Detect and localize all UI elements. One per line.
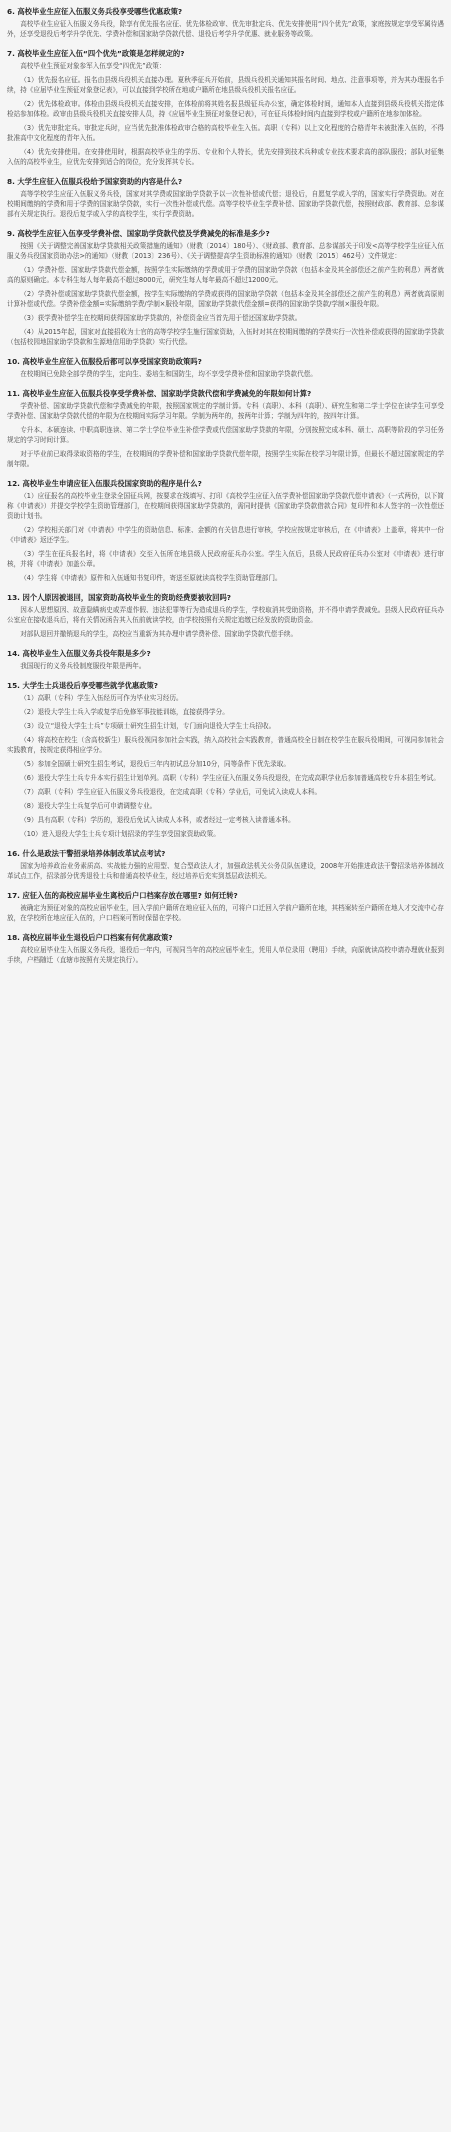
- answer-paragraph: 高校毕业生预征对象参军入伍享受“四优先”政策：: [20, 62, 166, 70]
- answer-paragraph: （4）将高校在校生（含高校新生）服兵役视同参加社会实践，纳入高校社会实践教育，普通高校全日制在校学生在服兵役期间，可视同参加社会实践教育，按规定获得相应学分。: [7, 736, 444, 754]
- question-heading: 12. 高校毕业生申请应征入伍服兵役国家资助的程序是什么?: [7, 479, 202, 488]
- answer-paragraph: （4）从2015年起，国家对直接招收为士官的高等学校学生施行国家资助，入伍时对其在校期间缴纳的学费实行一次性补偿或获得的国家助学贷款（包括校园地国家助学贷款和生源地信用助学贷款）实行代偿。: [7, 328, 444, 346]
- answer-paragraph: （5）参加全国硕士研究生招生考试，退役后三年内初试总分加10分，同等条件下优先录取。: [20, 760, 290, 768]
- question-heading: 8. 大学生应征入伍服兵役给予国家资助的内容是什么?: [7, 177, 183, 186]
- answer-paragraph: （1）优先报名应征。报名由县级兵役机关直接办理。夏秋季征兵开始前，县级兵役机关通知其报名时间、地点、注意事项等，并为其办理报名手续，持《应届毕业生预征对象登记表》，可以直接到学校所在地或户籍所在地县级兵役机关报名应征。: [7, 76, 444, 94]
- faq-section: [7, 478, 444, 583]
- answer-paragraph: （2）优先体检政审。体检由县级兵役机关直接安排，在体检前将其姓名报县级征兵办公室，确定体检时间，通知本人直接到县级兵役机关指定体检站参加体检。政审由县级兵役机关直接安排人员，持《应届毕业生预征对象登记表》，可在征兵体检时间内直接到学校或户籍所在地参加体检。: [7, 100, 444, 118]
- answer-paragraph: 专升本、本硕连读、中职高职连读、第二学士学位毕业生补偿学费或代偿国家助学贷款的年限，分别按照完成本科、硕士、高职等阶段的学习任务规定的学习时间计算。: [7, 426, 444, 444]
- answer-paragraph: 国家为培养政治业务素质高、实战能力强的应用型、复合型政法人才，加强政法机关公务员队伍建设，2008年开始推进政法干警招录培养体制改革试点工作，招录部分优秀退役士兵和普通高校毕业生，经过培养后充实到基层政法机关。: [7, 862, 444, 880]
- answer-paragraph: 学费补偿、国家助学贷款代偿和学费减免的年限，按照国家规定的学制计算。专科（高职）、本科（高职）、研究生和第二学士学位在读学生可享受学费补偿、国家助学贷款代偿的年限为在校期间实际学习年限。学制为两年的，按两年计算；学制为四年的，按四年计算。: [7, 402, 444, 420]
- question-heading: 9. 高校学生应征入伍享受学费补偿、国家助学贷款代偿及学费减免的标准是多少?: [7, 229, 270, 238]
- faq-section: [7, 592, 444, 639]
- answer-paragraph: （2）学校相关部门对《申请表》中学生的资助信息、标准、金额的有关信息进行审核，学校应按规定审核后，在《申请表》上盖章，将其中一份《申请表》返还学生。: [7, 526, 444, 544]
- answer-paragraph: （3）设立“退役大学生士兵”专项硕士研究生招生计划，专门面向退役大学生士兵招收。: [20, 722, 276, 730]
- question-heading: 7. 高校毕业生应征入伍“四个优先”政策是怎样规定的?: [7, 49, 185, 58]
- faq-section: [7, 848, 444, 881]
- answer-paragraph: 高校毕业生应征入伍服义务兵役，除享有优先报名应征、优先体检政审、优先审批定兵、优先安排使用“四个优先”政策，家庭按规定享受军属待遇外，还享受退役后考学升学优先、学费补偿和国家助学贷款代偿、退役后考学升学优惠、就业服务等政策。: [7, 20, 444, 38]
- question-heading: 18. 高校应届毕业生退役后户口档案有何优惠政策?: [7, 933, 173, 942]
- answer-paragraph: 因本人思想原因、故意隐瞒病史或弄虚作假、违法犯罪等行为造成退兵的学生，学校取消其受助资格，并不得申请学费减免。县级人民政府征兵办公室应在接收退兵后，将有关情况函告其入伍前就读学校，由学校按照有关规定追缴已经发放的资助资金。: [7, 606, 444, 624]
- answer-paragraph: （1）学费补偿、国家助学贷款代偿金额，按照学生实际缴纳的学费或用于学费的国家助学贷款（包括本金及其全部偿还之前产生的利息）两者就高的原则确定。本专科生每人每年最高不超过8000元，研究生每人每年最高不超过12000元。: [7, 266, 444, 284]
- question-heading: 10. 高校毕业生应征入伍服役后都可以享受国家资助政策吗?: [7, 357, 202, 366]
- answer-paragraph: （8）退役大学生士兵复学后可申请调整专业。: [20, 802, 157, 810]
- question-heading: 17. 应征入伍的高校应届毕业生离校后户口档案存放在哪里? 如何迁转?: [7, 891, 238, 900]
- question-heading: 6. 高校毕业生应征入伍服义务兵役享受哪些优惠政策?: [7, 7, 183, 16]
- faq-section: [7, 680, 444, 839]
- answer-paragraph: （1）应征报名的高校毕业生登录全国征兵网，按要求在线填写、打印《高校学生应征入伍学费补偿国家助学贷款代偿申请表》（一式两份，以下简称《申请表》）并提交学校学生资助管理部门，在校期间获得国家助学贷款的，需同时提供《国家助学贷款借款合同》复印件和本人签字的一次性偿还资助计划书。: [7, 492, 444, 520]
- answer-paragraph: 高等学校学生应征入伍服义务兵役，国家对其学费或国家助学贷款予以一次性补偿或代偿；退役后，自愿复学或入学的，国家实行学费资助。对在校期间缴纳的学费和用于学费的国家助学贷款，实行一次性补偿或代偿。高等学校毕业生学费补偿、国家助学贷款代偿，按照财政部、教育部、总参谋部有关规定执行。退役后复学或入学的高校学生，实行学费资助。: [7, 190, 444, 218]
- faq-section: [7, 648, 444, 671]
- answer-paragraph: （3）优先审批定兵。审批定兵时，应当优先批准体检政审合格的高校毕业生入伍。高职（专科）以上文化程度的合格青年未被批准入伍的，不得批准高中文化程度的青年入伍。: [7, 124, 444, 142]
- answer-paragraph: （2）退役大学生士兵入学或复学后免修军事技能训练，直接获得学分。: [20, 708, 229, 716]
- answer-paragraph: （10）进入退役大学生士兵专项计划招录的学生享受国家资助政策。: [20, 830, 220, 838]
- answer-paragraph: （4）学生将《申请表》原件和入伍通知书复印件，寄送至原就读高校学生资助管理部门。: [20, 574, 282, 582]
- answer-paragraph: （3）获学费补偿学生在校期间获得国家助学贷款的，补偿资金应当首先用于偿还国家助学贷款。: [20, 314, 302, 322]
- faq-section: [7, 388, 444, 469]
- faq-section: [7, 890, 444, 923]
- answer-paragraph: 高校应届毕业生入伍服义务兵役，退役后一年内，可视同当年的高校应届毕业生，凭用人单位录用（聘用）手续，向原就读高校申请办理就业报到手续，户档随迁（直辖市按照有关规定执行）。: [7, 946, 444, 964]
- faq-section: [7, 48, 444, 167]
- answer-paragraph: （6）退役大学生士兵专升本实行招生计划单列。高职（专科）学生应征入伍服义务兵役退役，在完成高职学业后参加普通高校专升本招生考试。: [20, 774, 440, 782]
- answer-paragraph: 按照《关于调整完善国家助学贷款相关政策措施的通知》（财教〔2014〕180号）、《财政部、教育部、总参谋部关于印发<高等学校学生应征入伍服义务兵役国家资助办法>的通知》（财教〔2013〕236号）、《关于调整提高学生资助标准的通知》（财教〔2015〕462号）文件规定：: [7, 242, 444, 260]
- answer-paragraph: （9）具有高职（专科）学历的，退役后免试入读成人本科，或者经过一定考核入读普通本科。: [20, 816, 295, 824]
- question-heading: 16. 什么是政法干警招录培养体制改革试点考试?: [7, 849, 166, 858]
- faq-section: [7, 176, 444, 219]
- answer-paragraph: 我国现行的义务兵役制度服役年限是两年。: [20, 662, 146, 670]
- question-heading: 15. 大学生士兵退役后享受哪些就学优惠政策?: [7, 681, 159, 690]
- faq-section: [7, 228, 444, 347]
- answer-paragraph: 对部队退回并撤销退兵的学生，高校应当重新为其办理申请学费补偿、国家助学贷款代偿手续。: [20, 630, 298, 638]
- answer-paragraph: （1）高职（专科）学生入伍经历可作为毕业实习经历。: [20, 694, 183, 702]
- answer-paragraph: （3）学生在征兵报名时，将《申请表》交至入伍所在地县级人民政府征兵办公室。学生入伍后，县级人民政府征兵办公室对《申请表》进行审核，并将《申请表》加盖公章。: [7, 550, 444, 568]
- faq-section: [7, 6, 444, 39]
- question-heading: 11. 高校毕业生应征入伍服兵役享受学费补偿、国家助学贷款代偿和学费减免的年限如何计算?: [7, 389, 312, 398]
- question-heading: 14. 高校毕业生入伍服义务兵役年限是多少?: [7, 649, 151, 658]
- answer-paragraph: 被确定为预征对象的高校应届毕业生，回入学前户籍所在地应征入伍的，可将户口迁回入学前户籍所在地，其档案转至户籍所在地人才交流中心存放，在学校所在地应征入伍的，户口档案可暂时保留在学校。: [7, 904, 444, 922]
- faq-section: [7, 356, 444, 379]
- answer-paragraph: （4）优先安排使用。在安排使用时，根据高校毕业生的学历、专业和个人特长，优先安排到技术兵种或专业技术要求高的部队服役；部队对征集入伍的高校毕业生，应优先安排到适合的岗位，充分发挥其专长。: [7, 148, 444, 166]
- faq-section: [7, 932, 444, 965]
- answer-paragraph: （2）学费补偿或国家助学贷款代偿金额，按学生实际缴纳的学费或获得的国家助学贷款（包括本金及其全部偿还之前产生的利息）两者就高原则计算补偿或代偿。学费补偿金额=实际缴纳学费/学制×服役年限，国家助学贷款代偿金额=获得的国家助学贷款/学制×服役年限。: [7, 290, 444, 308]
- question-heading: 13. 因个人原因被退回，国家资助高校毕业生的资助经费要被收回吗?: [7, 593, 232, 602]
- answer-paragraph: （7）高职（专科）学生应征入伍服义务兵役退役，在完成高职（专科）学业后，可免试入读成人本科。: [20, 788, 322, 796]
- answer-paragraph: 对于毕业前已取得录取资格的学生，在校期间的学费补偿和国家助学贷款代偿年限，按照学生实际在校学习年限计算，但最长不超过国家规定的学制年限。: [7, 450, 444, 468]
- answer-paragraph: 在校期间已免除全部学费的学生，定向生、委培生和国防生，均不享受学费补偿和国家助学贷款代偿。: [20, 370, 317, 378]
